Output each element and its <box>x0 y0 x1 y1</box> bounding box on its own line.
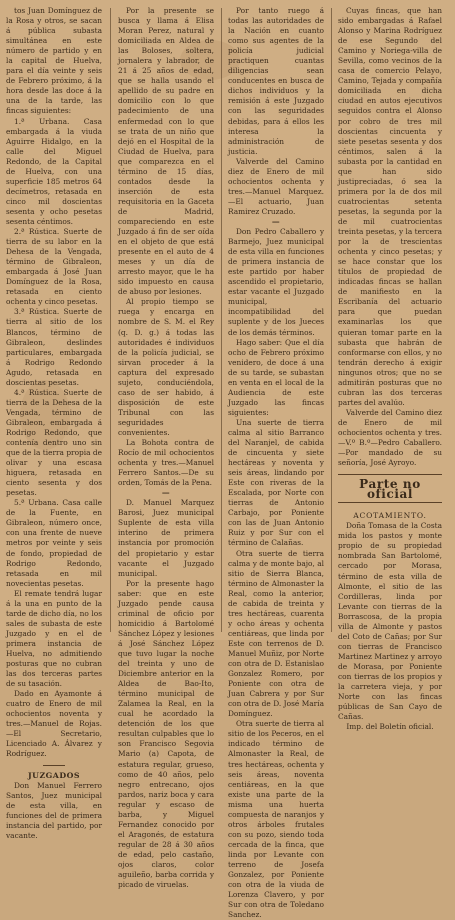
column-rule <box>331 8 332 632</box>
column-2 <box>118 6 214 890</box>
divider-dash: — <box>271 216 281 226</box>
paragraph: Por tanto ruego á todas las autoridades de la Nación en cuanto como sus agentes de la policía judicial practiquen cuantas diligencias sean conducentes en busca de dichos individuos y la remisión á este Juzgado con las seguridades debidas, para á ellos les interesa la administración de justicia. <box>228 6 324 156</box>
paragraph: 2.ª Rústica. Suerte de tierra de su labor en la Dehesa de la Vengada, término de Gibraleon, embargada á José Juan Domínguez de la Rosa, retasada en ciento ochenta y cinco pesetas. <box>6 227 102 307</box>
paragraph: tos Juan Domínguez de la Rosa y otros, se sacan á pública subasta simultánea en este número de partido y en la capital de Huelva, para el día veinte y seis de Febrero próximo, á la hora desde las doce á la una de la tarde, las fincas siguientes: <box>6 6 102 116</box>
paragraph: Al propio tiempo se ruega y encarga en nombre de S. M. el Rey (q. D. g.) á todas las autoridades é individuos de la policía judicial, se sirvan proceder á la captura del expresado sujeto, conduciéndola, caso de ser habido, á disposición de este Tribunal con las seguridades convenientes. <box>118 297 214 437</box>
paragraph: 5.ª Urbana. Casa calle de la Fuente, en Gibraleon, número once, con una frente de nueve metros por veinte y seis de fondo, propiedad de Rodrigo Redondo, retasada en mil novecientas pesetas. <box>6 498 102 588</box>
column-1 <box>6 6 102 840</box>
paragraph: Valverde del Camino diez de Enero de mil ochocientos ochenta y tres.—V.º B.º—Pedro Caballero.—Por mandado de su señoría, José Ayroyo. <box>338 407 442 468</box>
paragraph: La Bohota contra de Rocío de mil ochocientos ochenta y tres.—Manuel Ferrero Santos.—De su orden, Tomás de la Pena. <box>118 438 214 488</box>
section-title-official: Parte no oficial <box>338 474 442 503</box>
paragraph: 3.ª Rústica. Suerte de tierra al sitio de los Blancos, término de Gibraleon, deslindes particulares, embargada á Rodrigo Redondo Agudo, retasada en doscientas pesetas. <box>6 307 102 387</box>
imprint: Imp. del Boletín oficial. <box>346 722 434 732</box>
paragraph: El remate tendrá lugar á la una en punto de la tarde de dicho día, no los sales de subasta de este Juzgado y en el de primera instancia de Huelva, no admitiendo posturas que no cubran las dos terceras partes de su tasación. <box>6 588 102 689</box>
paragraph: 4.ª Rústica. Suerte de tierra de la Dehesa de la Vengada, término de Gibraleon, embargada á Rodrigo Redondo, que contenía dentro uno sin que de la tierra propia de olivar y una escasa higuera, retasada en ciento sesenta y dos pesetas. <box>6 387 102 498</box>
column-rule <box>221 8 222 632</box>
paragraph: Don Manuel Ferrero Santos, Juez municipal de esta villa, en funciones del de primera instancia del partido, por vacante. <box>6 780 102 840</box>
paragraph: Otra suerte de tierra calma y de monte bajo, al sitio de Sierra Blanca, término de Almonaster la Real, como la anterior, de cabida de treinta y tres hectáreas, cuarenta y ocho áreas y ochenta centiáreas, que linda por Este con terrenos de D. Manuel Muñiz, por Norte con otra de D. Estanislao Gonzalez Romero, por Poniente con otra de Juan Cabrera y por Sur con otra de D. José María Domínguez. <box>228 548 324 719</box>
paragraph: Doña Tomasa de la Costa mida los pastos y monte propio de su propiedad nombrada San Bartolomé, cercado por Morasa, término de esta villa de Almonte, el sitio de las Cordilleras, linda por Levante con tierras de la Borrascosa, de la propia villa de Almonte y pastos del Coto de Cañas; por Sur con tierras de Francisco Martinez Martinez y arroyo de Morasa, por Poniente con tierras de los propios y la carretera vieja, y por Norte con las fincas públicas de San Cayo de Cañas. <box>338 521 442 722</box>
paragraph: Hago saber: Que el día ocho de Febrero próximo venidero, de doce á una de su tarde, se subastan en venta en el local de la Audiencia de este Juzgado las fincas siguientes: <box>228 337 324 417</box>
paragraph: Otra suerte de tierra al sitio de los Peceros, en el indicado término de Almonaster la Real, de tres hectáreas, ochenta y seis áreas, noventa centiáreas, en la que existe una parte de la misma una huerta compuesta de naranjos y otros árboles frutales con su pozo, siendo toda cercada de la finca, que linda por Levante con terreno de Josefa Gonzalez, por Poniente con otra de la viuda de Lorenza Clavero, y por Sur con otra de Toledano Sanchez. <box>228 719 324 920</box>
divider <box>43 765 65 766</box>
paragraph: Dado en Ayamonte á cuatro de Enero de mil ochocientos noventa y tres.—Manuel de Rojas.—El Secretario, Licenciado A. Álvarez y Rodríguez. <box>6 689 102 759</box>
divider-dash: — <box>161 488 171 498</box>
paragraph: Por la presente se busca y llama á Elisa Moran Perez, natural y domiciliada en Aldea de las Boloses, soltera, jornalera y labrador, de 21 á 25 años de edad, que se halla usando el apellido de su padre en domicilio con lo que padecimiento de una enfermedad con lo que se trata de un niño que dejó en el Hospital de la Ciudad de Huelva, para que comparezca en el término de 15 días, contados desde la inserción de esta requisitoria en la Gaceta de Madrid, compareciendo en este Juzgado á fin de ser oída en el objeto de que está presente en el auto de 4 meses y un día de arresto mayor, que le ha sido impuesto en causa de abuso por lesiones. <box>118 6 214 297</box>
subhead: ACOTAMIENTO. <box>353 511 427 521</box>
column-rule <box>110 8 111 632</box>
section-heading: JUZGADOS <box>27 770 81 780</box>
paragraph: Por la presente hago saber: que en este Juzgado pende causa criminal de oficio por homicidio á Bartolomé Sánchez López y lesiones á José Sánchez López que tuvo lugar la noche del treinta y uno de Diciembre anterior en la Aldea de Bao-Ito, término municipal de Zalamea la Real, en la cual he acordado la detención de los que resultan culpables que lo son Francisco Segovia Mario (a) Capota, de estatura regular, grueso, como de 40 años, pelo negro entrecano, ojos pardos, nariz boca y cara regular y escaso de barba, y Miguel Fernandez conocido por el Aragonés, de estatura regular de 28 á 30 años de edad, pelo castaño, ojos claros, color aguileño, barba corrida y picado de viruelas. <box>118 578 214 890</box>
paragraph: Cuyas fincas, que han sido embargadas á Rafael Alonso y Marina Rodríguez de ese Segundo del Camino y Noriega-villa de Sevilla, como vecinos de la casa de comercio Pelayo, Camino, Tejada y compañía domiciliada en dicha ciudad en autos ejecutivos seguidos contra el Alonso por cobro de tres mil doscientas cincuenta y siete pesetas sesenta y dos céntimos, salen á la subasta por la cantidad en que han sido justipreciadas, ó sea la primera por la de dos mil cuatrocientas setenta pesetas, la segunda por la de mil cuatrocientas treinta pesetas, y la tercera por la de trescientas ochenta y cinco pesetas; y se hace constar que los títulos de propiedad de indicadas fincas se hallan de manifiesto en la Escribanía del actuario para que puedan examinarlas los que quieran tomar parte en la subasta que habrán de conformarse con ellos, y no tendrán derecho á exigir ningunos otros; que no se admitirán posturas que no cubran las dos terceras partes del avalúo. <box>338 6 442 407</box>
paragraph: Valverde del Camino diez de Enero de mil ochocientos ochenta y tres.—Manuel Marquez.—El actuario, Juan Ramirez Cruzado. <box>228 156 324 216</box>
paragraph: Una suerte de tierra calma al sitio Barranco del Naranjel, de cabida de cincuenta y siete hectáreas y noventa y seis áreas, lindando por Este con riveras de la Escalada, por Norte con tierras de Antonio Carbajo, por Poniente con las de Juan Antonio Ruiz y por Sur con el término de Calañas. <box>228 417 324 548</box>
column-3 <box>228 6 324 920</box>
paragraph: 1.ª Urbana. Casa embargada á la viuda Aguirre Hidalgo, en la calle del Miguel Redondo, de la Capital de Huelva, con una superficie 185 metros 64 decímetros, retasada en cinco mil doscientas sesenta y ocho pesetas sesenta céntimos. <box>6 116 102 226</box>
paragraph: D. Manuel Marquez Barosi, Juez municipal Suplente de esta villa interino de primera instancia por promoción del propietario y estar vacante el Juzgado municipal. <box>118 498 214 578</box>
column-4 <box>338 6 442 732</box>
paragraph: Don Pedro Caballero y Barmejo, Juez municipal de esta villa en funciones de primera instancia de este partido por haber ascendido el propietario, estar vacante el Juzgado municipal, incompatibilidad del suplente y de los Jueces de los demás términos. <box>228 227 324 337</box>
